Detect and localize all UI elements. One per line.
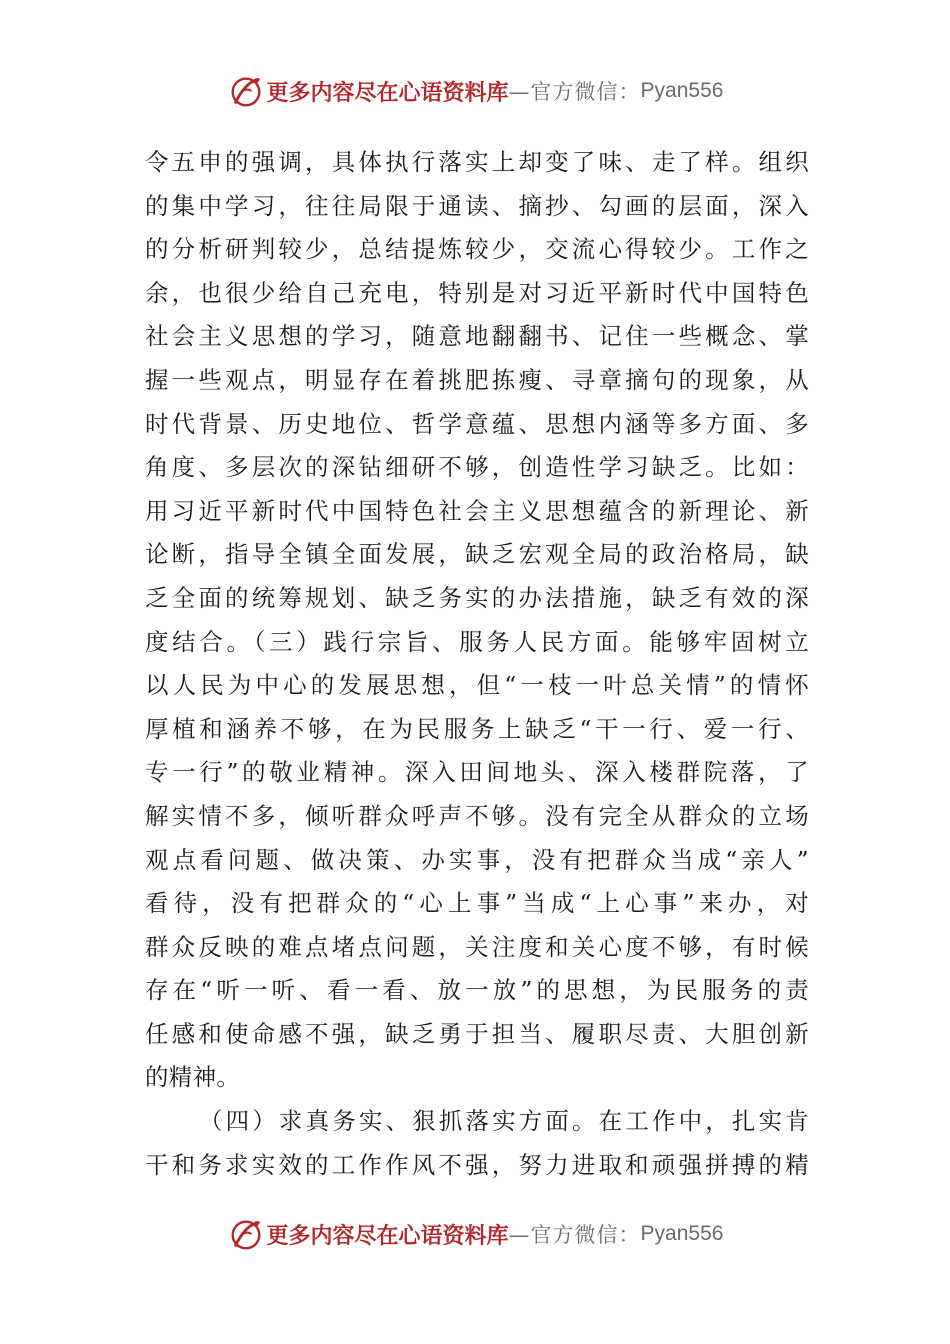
footer-banner [0,1211,950,1257]
text-line: 厚植和涵养不够，在为民服务上缺乏“干一行、爱一行、 [145,714,809,743]
banner-lead-text: 更多内容尽在心语资料库 [266,79,509,106]
banner-wechat-id: Pyan556 [640,1222,724,1245]
text-line: 论断，指导全镇全面发展，缺乏宏观全局的政治格局，缺 [145,540,809,569]
text-line: 角度、多层次的深钻细研不够，创造性学习缺乏。比如： [145,453,809,482]
text-line: 以人民为中心的发展思想，但“一枝一叶总关情”的情怀 [145,671,809,700]
logo-icon [227,72,265,110]
banner-mid-text: —官方微信： [508,1223,641,1247]
header-banner [0,68,950,114]
banner-mid-text: —官方微信： [508,80,641,104]
text-line: 乏全面的统筹规划、缺乏务实的办法措施，缺乏有效的深 [145,583,809,612]
text-line: 解实情不多，倾听群众呼声不够。没有完全从群众的立场 [145,801,809,830]
text-line: 的精神。 [145,1063,241,1092]
banner-wechat-id: Pyan556 [640,79,724,102]
text-line: 握一些观点，明显存在着挑肥拣瘦、寻章摘句的现象，从 [145,365,809,394]
text-line: 专一行”的敬业精神。深入田间地头、深入楼群院落，了 [145,758,809,787]
text-line: 令五申的强调，具体执行落实上却变了味、走了样。组织 [145,148,809,176]
banner-lead-text: 更多内容尽在心语资料库 [266,1222,509,1249]
text-line: 群众反映的难点堵点问题，关注度和关心度不够，有时候 [145,932,809,961]
text-line: 度结合。（三）践行宗旨、服务人民方面。能够牢固树立 [145,627,809,656]
text-line: 的集中学习，往往局限于通读、摘抄、勾画的层面，深入 [145,191,809,220]
logo-icon [227,1215,265,1253]
text-line: 干和务求实效的工作作风不强，努力进取和顽强拼搏的精 [145,1150,809,1179]
text-line: 余，也很少给自己充电，特别是对习近平新时代中国特色 [145,278,809,307]
text-line: 的分析研判较少，总结提炼较少，交流心得较少。工作之 [145,235,809,264]
text-line: 观点看问题、做决策、办实事，没有把群众当成“亲人” [145,845,809,874]
text-line: 时代背景、历史地位、哲学意蕴、思想内涵等多方面、多 [145,409,809,438]
text-line: 社会主义思想的学习，随意地翻翻书、记住一些概念、掌 [145,322,809,351]
text-line: 存在“听一听、看一看、放一放”的思想，为民服务的责 [145,976,809,1005]
text-line: 用习近平新时代中国特色社会主义思想蕴含的新理论、新 [145,496,809,525]
document-body [145,141,809,1187]
text-line: 看待，没有把群众的“心上事”当成“上心事”来办，对 [145,889,809,918]
text-line: 任感和使命感不强，缺乏勇于担当、履职尽责、大胆创新 [145,1019,809,1048]
text-line-paragraph-start: （四）求真务实、狠抓落实方面。在工作中，扎实肯 [199,1107,809,1136]
